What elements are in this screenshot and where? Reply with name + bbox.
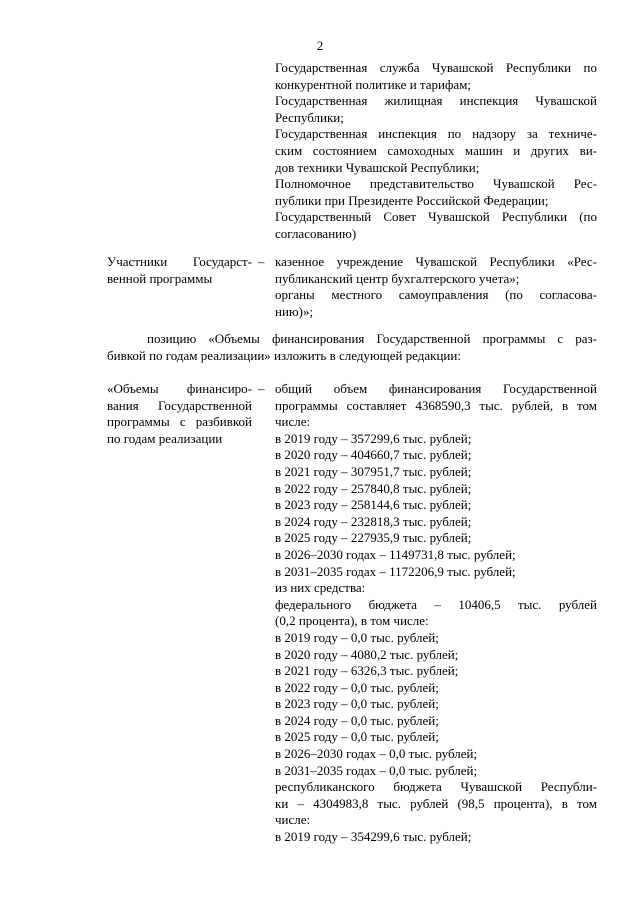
text-line: дов техники Чувашской Республики; — [275, 159, 480, 175]
text-line: в 2024 году – 0,0 тыс. рублей; — [275, 712, 439, 728]
text-line: в 2031–2035 годах – 0,0 тыс. рублей; — [275, 762, 478, 778]
text-line: органы местного самоуправления (по согласова- — [275, 287, 597, 303]
text-line: в 2021 году – 307951,7 тыс. рублей; — [275, 463, 472, 479]
text-line: в 2026–2030 годах – 1149731,8 тыс. рублей; — [275, 546, 516, 562]
text-line: программы с разбивкой — [107, 414, 252, 430]
text-line: конкурентной политике и тарифам; — [275, 76, 472, 92]
text-line: публиканский центр бухгалтерского учета»; — [275, 270, 520, 286]
text-line: казенное учреждение Чувашской Республики «Рес- — [275, 254, 597, 269]
text-line: Республики; — [275, 109, 344, 125]
text-line: общий объем финансирования Государственной — [275, 381, 597, 396]
text-line: в 2020 году – 4080,2 тыс. рублей; — [275, 646, 459, 662]
text-line: согласованию) — [275, 225, 357, 241]
text-line: в 2023 году – 258144,6 тыс. рублей; — [275, 497, 472, 513]
instruction-line: позицию «Объемы финансирования Государственной программы с раз- — [147, 331, 597, 346]
text-line: (0,2 процента), в том числе: — [275, 613, 429, 629]
text-line: в 2022 году – 0,0 тыс. рублей; — [275, 679, 439, 695]
executors-list — [275, 60, 597, 243]
text-line: числе: — [275, 414, 311, 430]
text-line: в 2022 году – 257840,8 тыс. рублей; — [275, 480, 472, 496]
text-line: в 2020 году – 404660,7 тыс. рублей; — [275, 447, 472, 463]
text-line: в 2025 году – 0,0 тыс. рублей; — [275, 729, 439, 745]
text-line: в 2024 году – 232818,3 тыс. рублей; — [275, 513, 472, 529]
text-line: Государственный Совет Чувашской Республики (по — [275, 209, 597, 225]
text-line: в 2019 году – 354299,6 тыс. рублей; — [275, 829, 472, 845]
text-line: публики при Президенте Российской Федерации; — [275, 192, 549, 208]
participants-value — [275, 254, 597, 320]
funding-dash: – — [258, 381, 265, 396]
text-line: Государственная инспекция по надзору за техниче- — [275, 126, 597, 142]
text-line: из них средства: — [275, 580, 366, 596]
text-line: «Объемы финансиро- — [107, 381, 252, 396]
text-line: Участники Государст- — [107, 254, 252, 269]
text-line: нию)»; — [275, 303, 314, 319]
page-number: 2 — [316, 38, 324, 53]
instruction-text — [107, 331, 597, 364]
text-line: в 2019 году – 0,0 тыс. рублей; — [275, 629, 439, 645]
text-line: венной программы — [107, 270, 213, 286]
text-line: в 2021 году – 6326,3 тыс. рублей; — [275, 663, 459, 679]
text-line: ским состоянием самоходных машин и других ви- — [275, 142, 597, 158]
text-line: в 2019 году – 357299,6 тыс. рублей; — [275, 430, 472, 446]
text-line: Государственная жилищная инспекция Чувашской — [275, 93, 597, 109]
text-line: федерального бюджета – 10406,5 тыс. рублей — [275, 596, 597, 612]
text-line: Государственная служба Чувашской Республики по — [275, 60, 597, 75]
text-line: республиканского бюджета Чувашской Республи- — [275, 779, 597, 795]
text-line: по годам реализации — [107, 430, 223, 446]
text-line: Полномочное представительство Чувашской Рес- — [275, 176, 597, 192]
text-line: программы составляет 4368590,3 тыс. рублей, в том — [275, 397, 597, 413]
text-line: в 2023 году – 0,0 тыс. рублей; — [275, 696, 439, 712]
text-line: ки – 4304983,8 тыс. рублей (98,5 процента), в том — [275, 795, 597, 811]
participants-dash: – — [258, 254, 265, 269]
instruction-line: бивкой по годам реализации» изложить в следующей редакции: — [107, 347, 461, 363]
text-line: вания Государственной — [107, 397, 252, 413]
funding-value — [275, 381, 597, 846]
text-line: в 2031–2035 годах – 1172206,9 тыс. рублей; — [275, 563, 516, 579]
participants-label — [107, 254, 252, 287]
text-line: числе: — [275, 812, 311, 828]
text-line: в 2026–2030 годах – 0,0 тыс. рублей; — [275, 746, 478, 762]
text-line: в 2025 году – 227935,9 тыс. рублей; — [275, 530, 472, 546]
funding-label — [107, 381, 252, 447]
